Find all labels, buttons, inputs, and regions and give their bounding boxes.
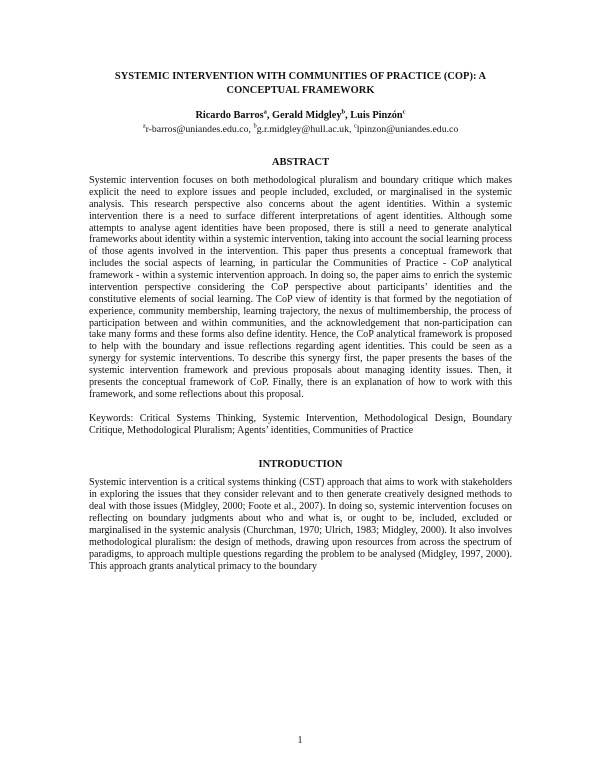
title-line-1: SYSTEMIC INTERVENTION WITH COMMUNITIES OF PRACTICE (COP): A (114, 71, 487, 82)
title-line-2: CONCEPTUAL FRAMEWORK (226, 84, 375, 96)
author-affiliation-mark: b (341, 108, 346, 116)
email-mark: c (353, 122, 357, 130)
author-name: Luis Pinzón (350, 110, 403, 121)
introduction-paragraph: Systemic intervention is a critical systems thinking (CST) approach that aims to work with stakeholders in exploring the issues that they consider relevant and to then generate creatively designed methods to deal with those issues (Midgley, 2000; Foote et al., 2007). In doing so, systemic intervention focuses on reflecting on boundary judgments about who and what is, or ought to be, included, excluded or marginalised in the systemic analysis (Churchman, 1970; Ulrich, 1983; Midgley, 2000). It also involves methodological pluralism: the design of methods, drawing upon resources from across the spectrum of paradigms, to approach multiple questions regarding the problem to be analysed (Midgley, 1997, 2000). This approach grants analytical primacy to the boundary (89, 477, 512, 572)
author-emails (89, 124, 512, 136)
author-separator: , (266, 110, 273, 121)
email-address: g.r.midgley@hull.ac.uk (256, 124, 349, 135)
author-list (89, 109, 512, 122)
email-separator: , (248, 124, 254, 135)
paper-title (89, 70, 512, 97)
abstract-heading: ABSTRACT (271, 157, 330, 168)
page-content (89, 70, 512, 572)
keywords-paragraph: Keywords: Critical Systems Thinking, Systemic Intervention, Methodological Design, Boundary Critique, Methodological Pluralism; Agents’ identities, Communities of Practice (89, 412, 512, 436)
email-address: lpinzon@uniandes.edu.co (356, 124, 459, 135)
email-separator: , (348, 124, 354, 135)
author-name: Gerald Midgley (272, 110, 342, 121)
page-number: 1 (297, 735, 303, 746)
author-affiliation-mark: c (402, 108, 406, 116)
introduction-heading: INTRODUCTION (258, 459, 343, 471)
email-mark: a (142, 122, 146, 130)
author-name: Ricardo Barros (195, 110, 264, 121)
author-separator: , (345, 110, 351, 121)
email-address: r-barros@uniandes.edu.co (145, 124, 249, 135)
author-affiliation-mark: a (263, 108, 267, 116)
email-mark: b (253, 122, 257, 130)
abstract-paragraph: Systemic intervention focuses on both methodological pluralism and boundary critique which makes explicit the need to explore issues and people included, excluded, or marginalised in the systemic analysis. This research perspective also concerns about the agent identities. Within a systemic intervention there is a need to surface different interpretations of agent identities. Although some attempts to analyse agent identities have been proposed, there is still a need to generate analytical frameworks about identity within a systemic intervention, taking into account the social learning process of those agents involved in the intervention. This paper thus presents a conceptual framework that includes the social aspects of learning, in particular the Communities of Practice - CoP analytical framework - within a systemic intervention approach. In doing so, the paper aims to enrich the systemic intervention perspective considering the CoP perspective about participants’ identities and the constitutive elements of social learning. The CoP view of identity is that formed by the negotiation of experience, community membership, learning trajectory, the nexus of multimembership, the process of participation between and within communities, and the acknowledgement that non-participation can take many forms and these forms also define identity. Hence, the CoP analytical framework is proposed to help with the boundary and issue reflections regarding agent identities. This could be seen as a synergy for systemic interventions. To describe this synergy first, the paper presents the bases of the systemic intervention framework and previous proposals about managing identity issues. Then, it presents the conceptual framework of CoP. Finally, there is an explanation of how to work with this framework, and some reflections about this proposal. (89, 175, 512, 400)
